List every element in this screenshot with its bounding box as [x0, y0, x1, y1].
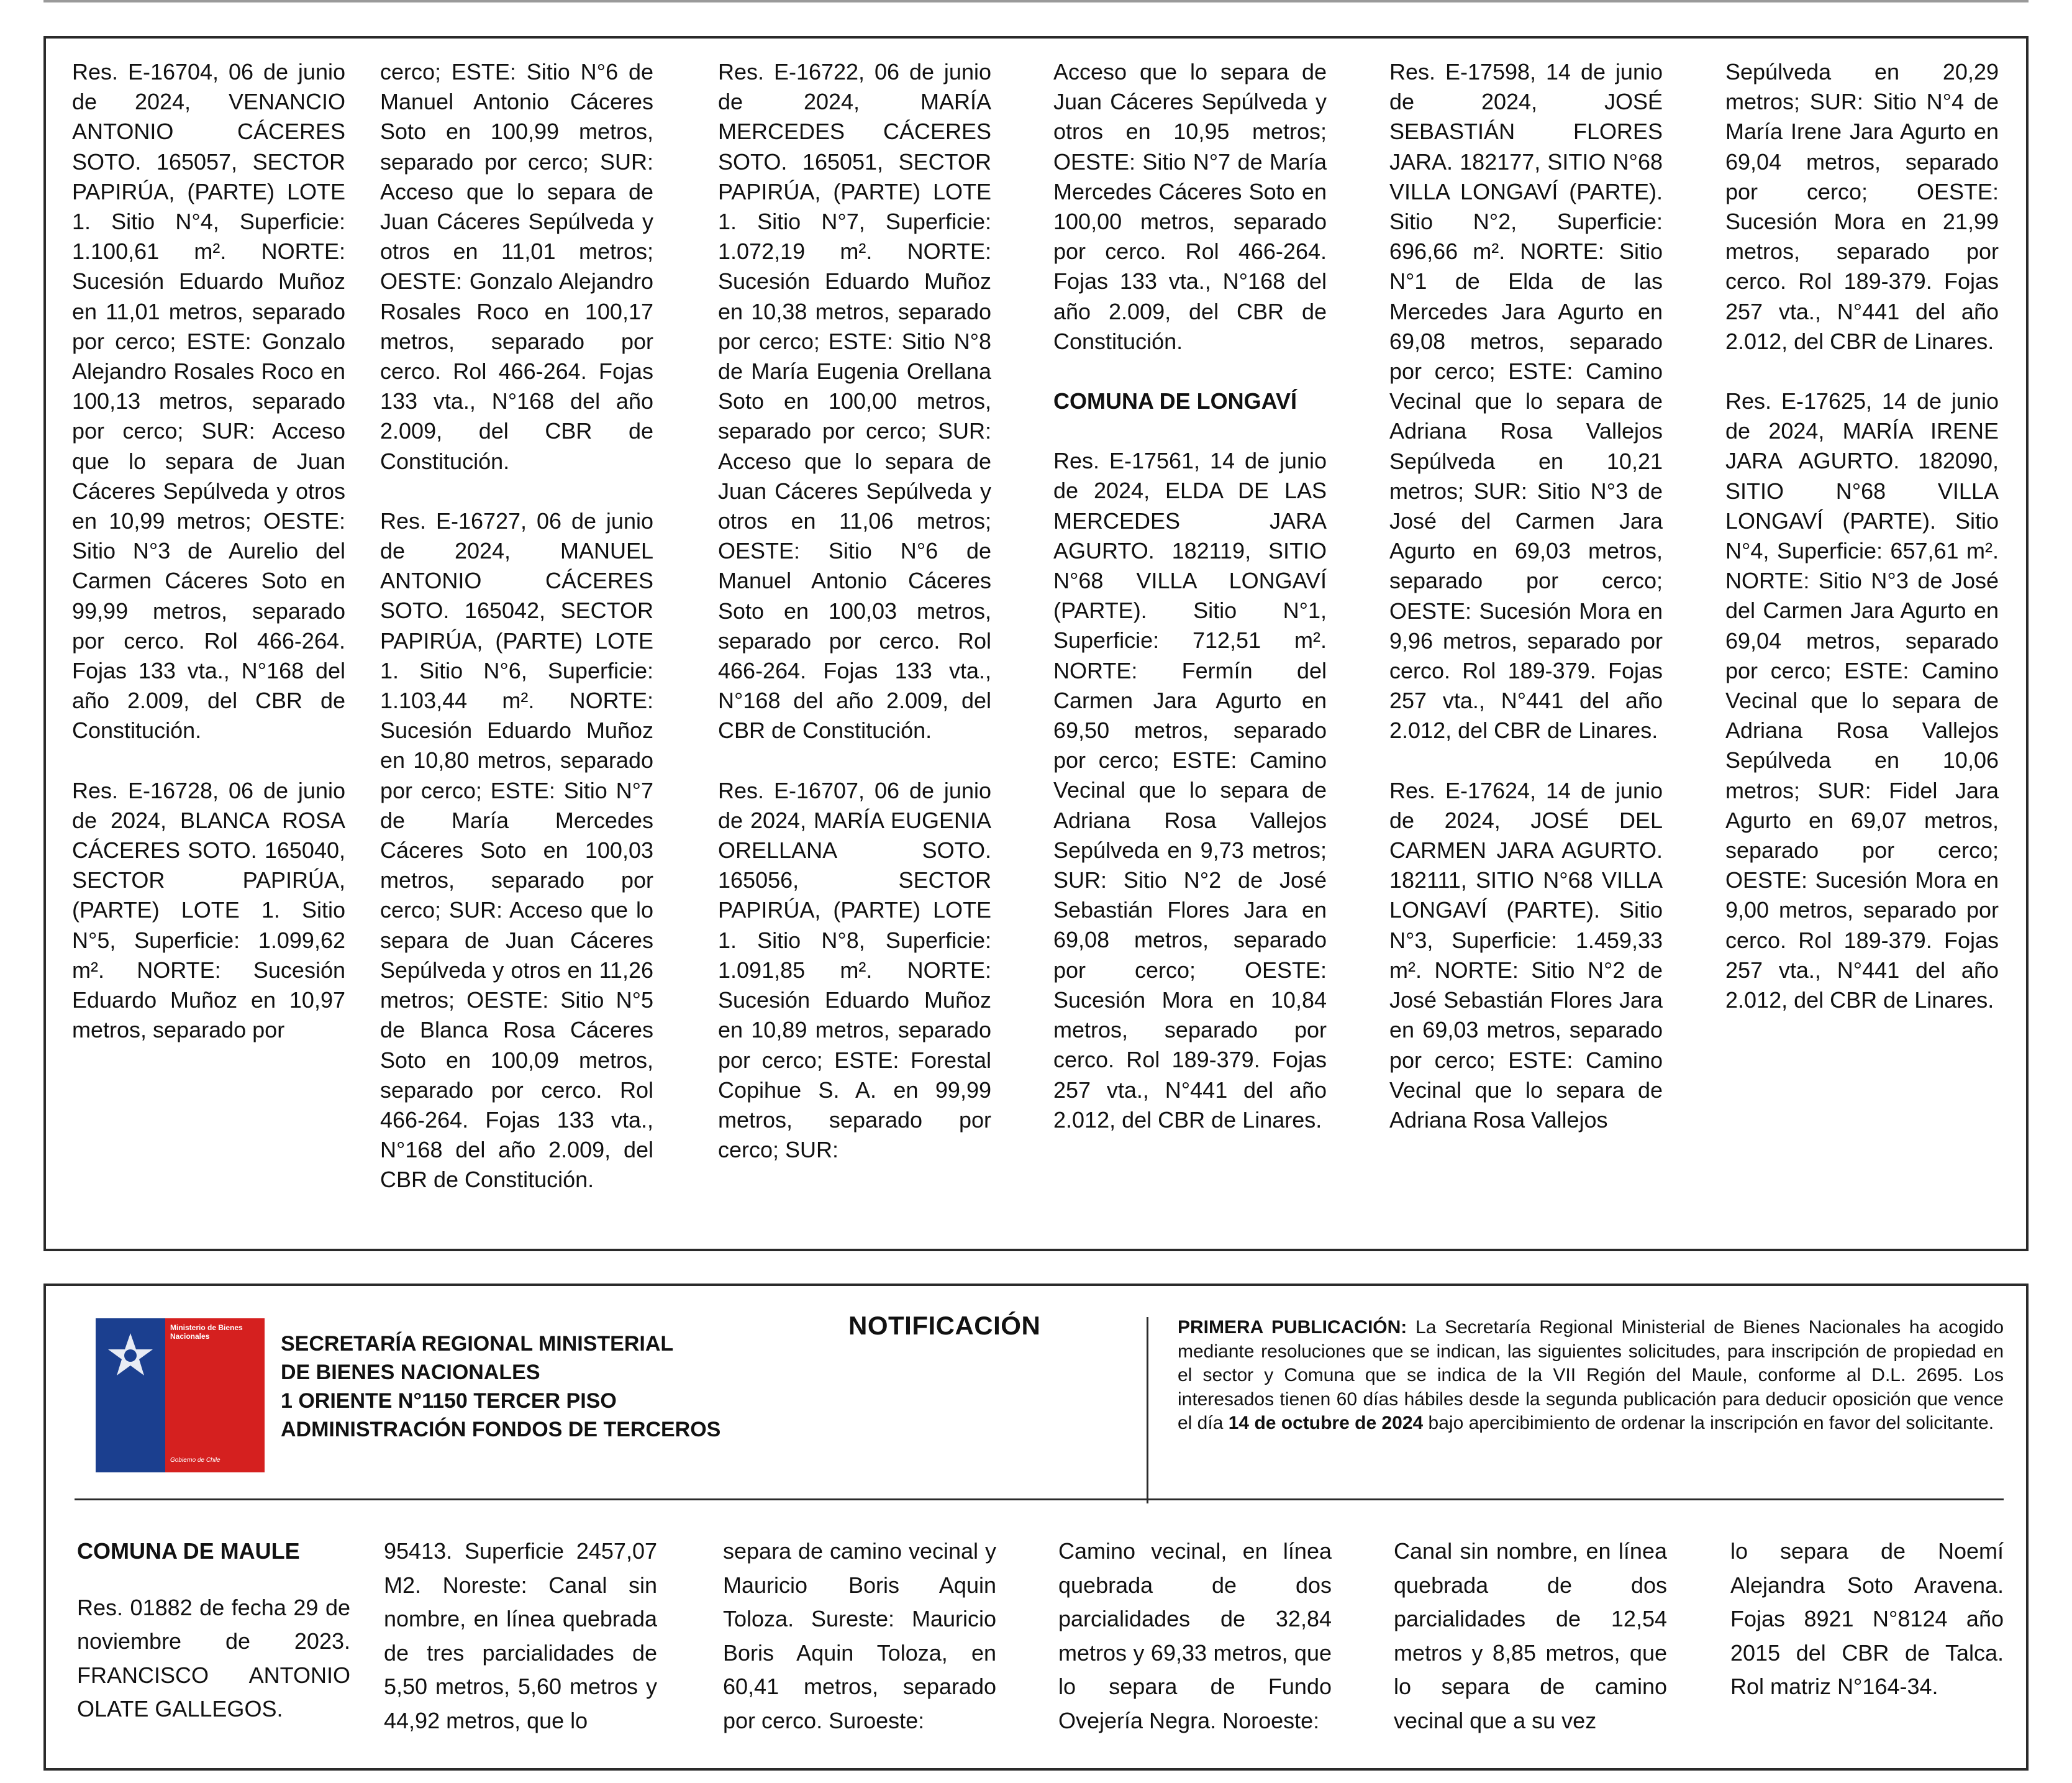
notice-paragraph: Res. E-17561, 14 de junio de 2024, ELDA DE LAS MERCEDES JARA AGURTO. 182119, SITIO N°68 VILLA LONGAVÍ (PARTE). Sitio N°1, Superficie: 712,51 m². NORTE: Fermín del Carmen Jara Agurto en 69,50 metros, separado por cerco; ESTE: Camino Vecinal que lo separa de Adriana Rosa Vallejos Sepúlveda en 9,73 metros; SUR: Sitio N°2 de José Sebastián Flores Jara en 69,08 metros, separado por cerco; OESTE: Sucesión Mora en 10,84 metros, separado por cerco. Rol 189-379. Fojas 257 vta., N°441 del año 2.012, del CBR de Linares.: [1053, 448, 1327, 1133]
notice-paragraph: Canal sin nombre, en línea quebrada de dos parcialidades de 12,54 metros y 8,85 metros, que lo separa de camino vecinal que a su vez: [1394, 1538, 1667, 1733]
deadline-date: 14 de octubre de 2024: [1228, 1413, 1424, 1433]
office-line: ADMINISTRACIÓN FONDOS DE TERCEROS: [281, 1418, 721, 1441]
top-rule: [43, 0, 2029, 2]
office-line: 1 ORIENTE N°1150 TERCER PISO: [281, 1389, 617, 1413]
logo-footer: Gobierno de Chile: [170, 1457, 220, 1464]
maule-column-4: [1058, 1534, 1332, 1738]
notice-paragraph: Sepúlveda en 20,29 metros; SUR: Sitio N°4 de María Irene Jara Agurto en 69,04 metros, separado por cerco; OESTE: Sucesión Mora en 21,99 metros, separado por cerco. Rol 189-379. Fojas 257 vta., N°441 del año 2.012, del CBR de Linares.: [1725, 59, 1999, 354]
notice-paragraph: Camino vecinal, en línea quebrada de dos parcialidades de 32,84 metros y 69,33 metros, que lo separa de Fundo Ovejería Negra. Noroeste:: [1058, 1538, 1332, 1733]
notice-paragraph: Res. E-16727, 06 de junio de 2024, MANUEL ANTONIO CÁCERES SOTO. 165042, SECTOR PAPIRÚA, (PARTE) LOTE 1. Sitio N°6, Superficie: 1.103,44 m². NORTE: Sucesión Eduardo Muñoz en 10,80 metros, separado por cerco; ESTE: Sitio N°7 de María Mercedes Cáceres Soto en 100,03 metros, separado por cerco; SUR: Acceso que lo separa de Juan Cáceres Sepúlveda y otros en 11,26 metros; OESTE: Sitio N°5 de Blanca Rosa Cáceres Soto en 100,09 metros, separado por cerco. Rol 466-264. Fojas 133 vta., N°168 del año 2.009, del CBR de Constitución.: [380, 508, 653, 1193]
maule-column-3: [723, 1534, 996, 1738]
office-line: SECRETARÍA REGIONAL MINISTERIAL: [281, 1332, 674, 1356]
horizontal-divider: [75, 1498, 2004, 1500]
notice-column-6: [1725, 57, 1999, 1015]
logo-text: Ministerio de Bienes Nacionales: [170, 1323, 243, 1341]
notice-paragraph: Res. E-16722, 06 de junio de 2024, MARÍA MERCEDES CÁCERES SOTO. 165051, SECTOR PAPIRÚA, (PARTE) LOTE 1. Sitio N°7, Superficie: 1.072,19 m². NORTE: Sucesión Eduardo Muñoz en 10,38 metros, separado por cerco; ESTE: Sitio N°8 de María Eugenia Orellana Soto en 100,00 metros, separado por cerco; SUR: Acceso que lo separa de Juan Cáceres Sepúlveda y otros en 11,06 metros; OESTE: Sitio N°6 de Manuel Antonio Cáceres Soto en 100,03 metros, separado por cerco. Rol 466-264. Fojas 133 vta., N°168 del año 2.009, del CBR de Constitución.: [718, 59, 991, 744]
notice-paragraph: separa de camino vecinal y Mauricio Boris Aquin Toloza. Sureste: Mauricio Boris Aquin Toloza, en 60,41 metros, separado por cerco. Suroeste:: [723, 1538, 996, 1733]
notice-paragraph: Acceso que lo separa de Juan Cáceres Sepúlveda y otros en 10,95 metros; OESTE: Sitio N°7 de María Mercedes Cáceres Soto en 100,00 metros, separado por cerco. Rol 466-264. Fojas 133 vta., N°168 del año 2.009, del CBR de Constitución.: [1053, 59, 1327, 354]
section-heading-longavi: COMUNA DE LONGAVÍ: [1053, 388, 1297, 414]
notice-paragraph: cerco; ESTE: Sitio N°6 de Manuel Antonio Cáceres Soto en 100,99 metros, separado por cerco; SUR: Acceso que lo separa de Juan Cáceres Sepúlveda y otros en 11,01 metros; OESTE: Gonzalo Alejandro Rosales Roco en 100,17 metros, separado por cerco. Rol 466-264. Fojas 133 vta., N°168 del año 2.009, del CBR de Constitución.: [380, 59, 653, 474]
notice-column-2: [380, 57, 653, 1195]
maule-column-1: [77, 1534, 350, 1726]
notice-column-3: [718, 57, 991, 1165]
office-address: [281, 1329, 720, 1444]
primera-label: PRIMERA PUBLICACIÓN:: [1178, 1317, 1407, 1338]
primera-publicacion: [1178, 1316, 2004, 1436]
notice-column-5: [1389, 57, 1663, 1135]
logo-red-panel: [165, 1318, 265, 1472]
notice-column-1: [72, 57, 345, 1046]
notice-paragraph: 95413. Superficie 2457,07 M2. Noreste: Canal sin nombre, en línea quebrada de tres parcialidades de 5,50 metros, 5,60 metros y 44,92 metros, que lo: [384, 1538, 657, 1733]
coat-of-arms-icon: [107, 1331, 154, 1378]
notice-paragraph: Res. E-17598, 14 de junio de 2024, JOSÉ SEBASTIÁN FLORES JARA. 182177, SITIO N°68 VILLA LONGAVÍ (PARTE). Sitio N°2, Superficie: 696,66 m². NORTE: Sitio N°1 de Elda de las Mercedes Jara Agurto en 69,08 metros, separado por cerco; ESTE: Camino Vecinal que lo separa de Adriana Rosa Vallejos Sepúlveda en 10,21 metros; SUR: Sitio N°3 de José del Carmen Jara Agurto en 69,03 metros, separado por cerco; OESTE: Sucesión Mora en 9,96 metros, separado por cerco. Rol 189-379. Fojas 257 vta., N°441 del año 2.012, del CBR de Linares.: [1389, 59, 1663, 744]
maule-column-5: [1394, 1534, 1667, 1738]
notification-title: NOTIFICACIÓN: [848, 1311, 1041, 1340]
notice-paragraph: Res. E-16704, 06 de junio de 2024, VENANCIO ANTONIO CÁCERES SOTO. 165057, SECTOR PAPIRÚA, (PARTE) LOTE 1. Sitio N°4, Superficie: 1.100,61 m². NORTE: Sucesión Eduardo Muñoz en 11,01 metros, separado por cerco; ESTE: Gonzalo Alejandro Rosales Roco en 100,13 metros, separado por cerco; SUR: Acceso que lo separa de Juan Cáceres Sepúlveda y otros en 10,99 metros; OESTE: Sitio N°3 de Aurelio del Carmen Cáceres Soto en 99,99 metros, separado por cerco. Rol 466-264. Fojas 133 vta., N°168 del año 2.009, del CBR de Constitución.: [72, 59, 345, 744]
primera-text-end: bajo apercibimiento de ordenar la inscripción en favor del solicitante.: [1423, 1413, 1994, 1433]
notice-paragraph: Res. 01882 de fecha 29 de noviembre de 2023. FRANCISCO ANTONIO OLATE GALLEGOS.: [77, 1594, 350, 1721]
logo-blue-panel: [96, 1318, 165, 1472]
notice-paragraph: Res. E-16707, 06 de junio de 2024, MARÍA EUGENIA ORELLANA SOTO. 165056, SECTOR PAPIRÚA, (PARTE) LOTE 1. Sitio N°8, Superficie: 1.091,85 m². NORTE: Sucesión Eduardo Muñoz en 10,89 metros, separado por cerco; ESTE: Forestal Copihue S. A. en 99,99 metros, separado por cerco; SUR:: [718, 777, 991, 1163]
notice-paragraph: Res. E-17625, 14 de junio de 2024, MARÍA IRENE JARA AGURTO. 182090, SITIO N°68 VILLA LONGAVÍ (PARTE). Sitio N°4, Superficie: 657,61 m². NORTE: Sitio N°3 de José del Carmen Jara Agurto en 69,04 metros, separado por cerco; ESTE: Camino Vecinal que lo separa de Adriana Rosa Vallejos Sepúlveda en 10,06 metros; SUR: Fidel Jara Agurto en 69,07 metros, separado por cerco; OESTE: Sucesión Mora en 9,00 metros, separado por cerco. Rol 189-379. Fojas 257 vta., N°441 del año 2.012, del CBR de Linares.: [1725, 388, 1999, 1013]
notice-paragraph: lo separa de Noemí Alejandra Soto Aravena. Fojas 8921 N°8124 año 2015 del CBR de Talca. Rol matriz N°164-34.: [1730, 1538, 2004, 1699]
maule-column-6: [1730, 1534, 2004, 1704]
notice-column-4: [1053, 57, 1327, 1135]
vertical-divider: [1147, 1317, 1148, 1503]
ministry-logo: [96, 1318, 265, 1472]
maule-column-2: [384, 1534, 657, 1738]
notice-paragraph: Res. E-17624, 14 de junio de 2024, JOSÉ DEL CARMEN JARA AGURTO. 182111, SITIO N°68 VILLA LONGAVÍ (PARTE). Sitio N°3, Superficie: 1.459,33 m². NORTE: Sitio N°2 de José Sebastián Flores Jara en 69,03 metros, separado por cerco; ESTE: Camino Vecinal que lo separa de Adriana Rosa Vallejos: [1389, 777, 1663, 1133]
notice-paragraph: Res. E-16728, 06 de junio de 2024, BLANCA ROSA CÁCERES SOTO. 165040, SECTOR PAPIRÚA, (PARTE) LOTE 1. Sitio N°5, Superficie: 1.099,62 m². NORTE: Sucesión Eduardo Muñoz en 10,97 metros, separado por: [72, 777, 345, 1043]
office-line: DE BIENES NACIONALES: [281, 1361, 540, 1384]
section-heading-maule: COMUNA DE MAULE: [77, 1538, 300, 1564]
primera-text: La Secretaría Regional Ministerial de Bienes Nacionales ha acogido mediante resoluciones que se indican, las siguientes solicitudes, para inscripción de propiedad en el sector y Comuna que se indica de la VII Región del Maule, conforme al D.L. 2695. Los interesados tienen 60 días hábiles desde la segunda publicación para deducir oposición que vence el día: [1178, 1317, 2004, 1433]
